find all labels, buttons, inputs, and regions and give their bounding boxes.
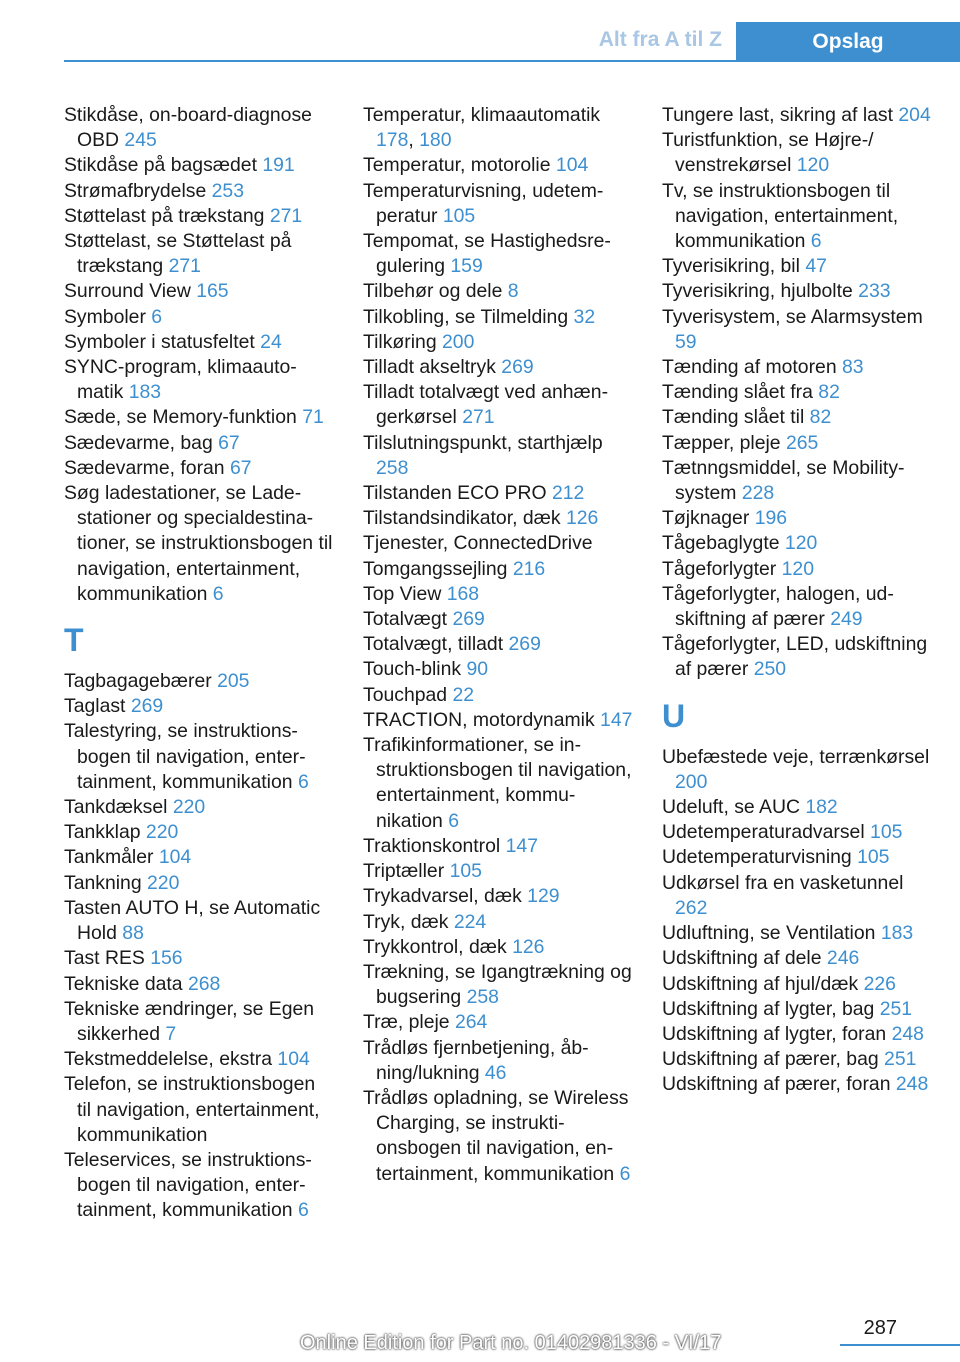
entry-term: Tænding slået til (662, 406, 805, 429)
page-reference-link[interactable]: 269 (508, 633, 541, 656)
index-entry (363, 355, 633, 380)
page-reference-link[interactable]: 224 (453, 910, 487, 933)
index-entry (662, 997, 932, 1022)
page-reference-link[interactable]: 251 (884, 1048, 917, 1071)
entry-term: Tøjknager (662, 507, 750, 530)
page-footer (0, 1300, 960, 1362)
entry-term: Stikdåse på bagsædet (64, 154, 257, 177)
index-entry (64, 103, 334, 153)
page-reference-link[interactable]: 6 (810, 230, 822, 253)
index-entry (363, 279, 633, 304)
index-entry (363, 708, 633, 733)
section-title: Alt fra A til Z (598, 28, 722, 51)
index-entry (64, 204, 334, 229)
page-reference-link[interactable]: 264 (454, 1011, 488, 1034)
index-entry (662, 128, 932, 178)
entry-term: Støttelast på trækstang (64, 204, 265, 227)
index-entry (662, 557, 932, 582)
index-entry (662, 103, 932, 128)
index-entry (363, 431, 633, 481)
letter-heading: U (662, 697, 686, 734)
entry-term: Tænding af motoren (662, 356, 837, 379)
entry-term: Surround View (64, 280, 191, 303)
index-entry (363, 910, 633, 935)
entry-term: Tætnngsmiddel, se Mobility-system (662, 456, 905, 505)
entry-term: Trykkontrol, dæk (363, 935, 507, 958)
index-entry (363, 557, 633, 582)
page-reference-link[interactable]: 258 (466, 986, 499, 1009)
page-reference-link[interactable]: 205 (217, 670, 250, 693)
entry-term: Trådløs opladning, se Wireless Charging, se instruktionsbogen til navigation, entertainment, kommunikation (363, 1086, 629, 1185)
entry-term: Tankmåler (64, 846, 154, 869)
entry-term: SYNC-program, klimaautomatik (64, 356, 297, 404)
index-entry (662, 921, 932, 946)
page-reference-link[interactable]: 105 (857, 846, 890, 869)
index-column-1 (64, 103, 334, 1224)
index-entry (64, 355, 334, 405)
entry-term: Temperaturvisning, udetemperatur (363, 179, 604, 227)
entry-term: Stikdåse, on-board-diagnose OBD (64, 104, 312, 152)
entry-term: Tast RES (64, 947, 145, 970)
page-reference-link[interactable]: 67 (229, 456, 252, 479)
index-entry (662, 745, 932, 795)
index-entry (662, 254, 932, 279)
entry-term: Tilslutningspunkt, starthjælp (363, 431, 603, 454)
index-entry (662, 405, 932, 430)
index-entry (64, 1072, 334, 1148)
page-reference-link[interactable]: 147 (600, 708, 633, 731)
index-entry (662, 506, 932, 531)
index-entry (64, 694, 334, 719)
page-reference-link[interactable]: 105 (442, 204, 476, 227)
entry-term: Sæde, se Memory-funktion (64, 406, 297, 429)
entry-term: Udetemperaturvisning (662, 846, 852, 869)
index-entry (64, 896, 334, 946)
page-reference-link[interactable]: 212 (551, 482, 585, 505)
index-entry (363, 1086, 633, 1187)
entry-term: Tilstandsindikator, dæk (363, 507, 561, 530)
page-reference-link[interactable]: 250 (753, 658, 787, 681)
index-entry (363, 1010, 633, 1035)
entry-term: Tyverisikring, bil (662, 255, 800, 278)
index-entry (363, 330, 633, 355)
index-entry (363, 1036, 633, 1086)
page-reference-link[interactable]: 226 (863, 972, 896, 995)
entry-term: Tv, se instruktionsbogen til navigation, entertainment, kommunikation (662, 179, 899, 253)
index-entry (64, 431, 334, 456)
entry-term: Top View (363, 582, 442, 605)
index-entry (64, 669, 334, 694)
entry-term: Turistfunktion, se Højre-/ venstrekørsel (662, 129, 874, 177)
page-reference-link[interactable]: 269 (452, 608, 485, 631)
page-reference-link[interactable]: 196 (754, 507, 788, 530)
page-reference-link[interactable]: 251 (879, 997, 913, 1020)
page-reference-link[interactable]: 22 (452, 683, 475, 706)
entry-term: Triptæller (363, 860, 445, 883)
entry-term: Talestyring, se instruktionsbogen til navigation, entertainment, kommunikation (64, 720, 306, 793)
page-reference-link[interactable]: 216 (512, 557, 546, 580)
page-reference-link[interactable]: 6 (297, 1199, 309, 1222)
page-reference-link[interactable]: 6 (297, 770, 309, 793)
entry-term: Tekniske data (64, 972, 183, 995)
page-reference-link[interactable]: 271 (168, 255, 201, 278)
entry-term: Tagbagagebærer (64, 670, 212, 693)
page-reference-link[interactable]: 6 (619, 1162, 631, 1185)
page-reference-link[interactable]: 165 (196, 280, 229, 303)
entry-term: Traktionskontrol (363, 834, 501, 857)
page-reference-link[interactable]: 147 (505, 834, 538, 857)
entry-term: TRACTION, motordynamik (363, 708, 595, 731)
index-entry (363, 531, 633, 556)
entry-term: Taglast (64, 695, 126, 718)
index-entry (64, 456, 334, 481)
entry-term: Sædevarme, bag (64, 431, 213, 454)
entry-term: Tyverisystem, se Alarmsystem (662, 305, 923, 328)
entry-term: Tågeforlygter, halogen, udskiftning af pærer (662, 582, 894, 631)
entry-term: Udkørsel fra en vasketunnel (662, 871, 904, 894)
page-reference-link[interactable]: 258 (376, 456, 409, 479)
index-entry (662, 871, 932, 921)
index-entry (64, 305, 334, 330)
entry-term: Udskiftning af lygter, foran (662, 1022, 887, 1045)
index-entry: Temperatur, klimaautomatik 178, 180 (363, 104, 601, 152)
index-entry (64, 153, 334, 178)
page-reference-link[interactable]: 178 (376, 129, 409, 152)
entry-term: Tilkobling, se Tilmelding (363, 305, 569, 328)
index-entry (363, 884, 633, 909)
index-entry (662, 531, 932, 556)
entry-term: Temperatur, motorolie (363, 154, 551, 177)
index-entry (64, 871, 334, 896)
page-reference-link[interactable]: 47 (805, 255, 827, 278)
entry-term: Træ, pleje (363, 1011, 450, 1034)
page-reference-link[interactable]: 183 (880, 922, 914, 945)
entry-term: Tomgangssejling (363, 557, 508, 580)
entry-term: Udskiftning af pærer, bag (662, 1048, 879, 1071)
index-entry (64, 330, 334, 355)
index-entry (363, 607, 633, 632)
page-reference-link[interactable]: 268 (187, 972, 221, 995)
index-entry (64, 719, 334, 795)
entry-term: Udskiftning af lygter, bag (662, 997, 875, 1020)
index-entry (662, 1072, 932, 1097)
index-entry (363, 506, 633, 531)
index-entry (64, 795, 334, 820)
page-reference-link[interactable]: 220 (145, 821, 179, 844)
page-reference-link[interactable]: 32 (573, 305, 596, 328)
page-reference-link[interactable]: 6 (448, 809, 460, 832)
index-entry (64, 997, 334, 1047)
entry-term: Telefon, se instruktionsbogen til navigation, entertainment, kommunikation (64, 1073, 320, 1146)
entry-term: Touch-blink (363, 658, 462, 681)
entry-term: Tasten AUTO H, se Automatic Hold (64, 896, 321, 945)
page-reference-link[interactable]: 220 (172, 796, 206, 819)
index-entry (64, 229, 334, 279)
page-reference-link[interactable]: 200 (675, 770, 708, 793)
entry-term: Tågebaglygte (662, 532, 780, 555)
index-column-2 (363, 103, 633, 1187)
entry-term: Trådløs fjernbetjening, åbning/lukning (363, 1036, 589, 1084)
entry-term: Touchpad (363, 683, 448, 706)
page-reference-link[interactable]: 204 (898, 104, 931, 126)
page-reference-link[interactable]: 156 (150, 947, 183, 970)
page-reference-link[interactable]: 200 (442, 330, 475, 353)
entry-term: Udluftning, se Ventilation (662, 922, 876, 945)
page-reference-link[interactable]: 59 (675, 330, 697, 353)
entry-term: Totalvægt, tilladt (363, 633, 504, 656)
edition-watermark: Online Edition for Part no. 01402981336 - VI/17 (300, 1332, 722, 1354)
index-entry (64, 279, 334, 304)
entry-term: Tekniske ændringer, se Egen sikkerhed (64, 997, 315, 1045)
page-reference-link[interactable]: 126 (512, 935, 545, 958)
page-reference-link[interactable]: 67 (218, 431, 240, 454)
page-reference-link[interactable]: 265 (785, 431, 819, 454)
index-entry (363, 305, 633, 330)
page-reference-link[interactable]: 248 (891, 1022, 924, 1045)
page-reference-link[interactable]: 159 (450, 255, 483, 278)
entry-term: Tyverisikring, hjulbolte (662, 280, 853, 303)
index-entry (662, 305, 932, 355)
entry-term: Tilladt totalvægt ved anhængerkørsel (363, 381, 609, 429)
index-entry (64, 845, 334, 870)
index-entry (662, 380, 932, 405)
index-entry (662, 795, 932, 820)
entry-term: Trafikinformationer, se instruktionsbogen til navigation, entertainment, kommunikation (363, 734, 632, 832)
entry-term: Trækning, se Igangtrækning og bugsering (363, 960, 632, 1009)
page-header (0, 0, 960, 64)
page-reference-link[interactable]: 120 (796, 154, 830, 177)
page-reference-link[interactable]: 191 (262, 154, 295, 177)
entry-term: Symboler i statusfeltet (64, 330, 255, 353)
entry-term: Tilkøring (363, 330, 437, 353)
index-entry (64, 820, 334, 845)
page-reference-link[interactable]: 126 (565, 507, 599, 530)
index-entry (363, 229, 633, 279)
entry-term: Udskiftning af pærer, foran (662, 1073, 891, 1096)
page-reference-link[interactable]: 253 (211, 179, 244, 202)
index-column-3 (662, 103, 932, 1098)
page-reference-link[interactable]: 24 (260, 330, 282, 353)
index-entry (363, 481, 633, 506)
index-entry (662, 355, 932, 380)
index-entry (363, 380, 633, 430)
page-reference-link[interactable]: 46 (484, 1061, 507, 1084)
index-entry (64, 179, 334, 204)
index-entry (662, 582, 932, 632)
entry-term: Strømafbrydelse (64, 179, 207, 202)
entry-term: Udskiftning af hjul/dæk (662, 972, 859, 995)
entry-term: Tankdæksel (64, 796, 168, 819)
page-reference-link[interactable]: 104 (158, 846, 192, 869)
entry-term: Tilladt akseltryk (363, 356, 496, 379)
index-entry (363, 582, 633, 607)
page-reference-link[interactable]: 269 (130, 695, 164, 718)
index-entry (363, 657, 633, 682)
entry-term: Tænding slået fra (662, 381, 813, 404)
entry-term: Tågeforlygter, LED, udskiftning af pærer (662, 633, 928, 681)
index-entry (363, 859, 633, 884)
index-entry (363, 632, 633, 657)
entry-term: Sædevarme, foran (64, 456, 225, 479)
page-reference-link[interactable]: 120 (781, 557, 814, 580)
page-reference-link[interactable]: 233 (858, 280, 891, 303)
entry-term: Tempomat, se Hastighedsregulering (363, 230, 611, 278)
entry-term: Tryk, dæk (363, 910, 449, 933)
entry-term: Tungere last, sikring af last (662, 104, 893, 126)
page-reference-link[interactable]: 245 (124, 129, 157, 152)
entry-term: Udskiftning af dele (662, 947, 822, 970)
index-entry (662, 845, 932, 870)
index-entry (662, 972, 932, 997)
page-reference-link[interactable]: 182 (805, 796, 838, 819)
index-entry (64, 972, 334, 997)
page-number: 287 (863, 1317, 897, 1339)
page-reference-link[interactable]: 183 (128, 381, 162, 404)
page-reference-link[interactable]: 88 (122, 922, 144, 945)
page-reference-link[interactable]: 129 (527, 885, 560, 908)
index-entry (662, 431, 932, 456)
page-reference-link[interactable]: 105 (870, 821, 903, 844)
page-reference-link[interactable]: 71 (302, 406, 324, 429)
page-reference-link[interactable]: 7 (165, 1022, 177, 1045)
entry-term: Tilstanden ECO PRO (363, 482, 547, 505)
entry-term: Søg ladestationer, se Ladestationer og specialdestinationer, se instruktionsbogen til navigation, entertainment, kommunikation (64, 482, 333, 605)
entry-term: Teleservices, se instruktionsbogen til navigation, entertainment, kommunikation (64, 1148, 312, 1222)
page-reference-link[interactable]: 262 (675, 896, 708, 919)
index-entry (64, 1047, 334, 1072)
page-reference-link[interactable]: 271 (462, 406, 495, 429)
page-reference-link[interactable]: 90 (466, 658, 489, 681)
entry-term: Trykadvarsel, dæk (363, 885, 522, 908)
page-reference-link[interactable]: 220 (147, 871, 180, 894)
page-reference-link[interactable]: 82 (809, 406, 832, 429)
index-entry (64, 405, 334, 430)
page-reference-link[interactable]: 83 (842, 356, 864, 379)
index-entry (363, 733, 633, 834)
index-entry (662, 632, 932, 682)
page-reference-link[interactable]: 104 (555, 154, 589, 177)
page-reference-link[interactable]: 228 (741, 482, 775, 505)
index-entry (662, 1022, 932, 1047)
page-reference-link[interactable]: 120 (784, 532, 818, 555)
entry-term: Tågeforlygter (662, 557, 777, 580)
page-reference-link[interactable]: 248 (895, 1073, 929, 1096)
page-reference-link[interactable]: 6 (212, 582, 224, 605)
letter-heading: T (64, 622, 84, 659)
entry-term: Temperatur, klimaautomatik (363, 104, 601, 126)
entry-term: Tjenester, ConnectedDrive (363, 532, 593, 555)
entry-term: Totalvægt (363, 608, 448, 631)
entry-term: Støttelast, se Støttelast på trækstang (64, 230, 292, 278)
entry-term: Symboler (64, 305, 146, 328)
index-entry (363, 153, 633, 178)
index-entry (64, 1148, 334, 1224)
index-entry (363, 960, 633, 1010)
entry-term: Tæpper, pleje (662, 431, 781, 454)
entry-term: Tankning (64, 871, 142, 894)
entry-term: Tilbehør og dele (363, 280, 503, 303)
header-rule (64, 60, 960, 62)
page-reference-link[interactable]: 8 (507, 280, 519, 303)
index-entry (662, 1047, 932, 1072)
page-reference-link[interactable]: 249 (830, 608, 863, 631)
entry-term: Tankklap (64, 821, 141, 844)
index-entry (662, 179, 932, 255)
index-entry (662, 946, 932, 971)
entry-term: Ubefæstede veje, terrænkørsel (662, 745, 930, 768)
page-reference-link[interactable]: 6 (151, 305, 163, 328)
section-tab: Opslag (736, 22, 960, 62)
entry-term: Udetemperaturadvarsel (662, 821, 865, 844)
index-entry (662, 456, 932, 506)
page-reference-link[interactable]: 246 (826, 947, 860, 970)
page-reference-link[interactable]: 180 (419, 129, 452, 152)
page-reference-link[interactable]: 271 (269, 204, 303, 227)
page-reference-link[interactable]: 269 (501, 356, 534, 379)
index-entry (363, 179, 633, 229)
page-reference-link[interactable]: 168 (446, 582, 480, 605)
entry-term: Tekstmeddelelse, ekstra (64, 1048, 273, 1071)
index-entry (363, 935, 633, 960)
index-entry (662, 820, 932, 845)
page-reference-link[interactable]: 104 (277, 1048, 310, 1071)
index-entry (64, 481, 334, 607)
index-entry (363, 834, 633, 859)
page-reference-link[interactable]: 105 (449, 860, 482, 883)
index-entry (662, 279, 932, 304)
index-entry (363, 683, 633, 708)
index-entry (64, 946, 334, 971)
page-reference-link[interactable]: 82 (818, 381, 840, 404)
footer-rule (840, 1344, 960, 1346)
entry-term: Udeluft, se AUC (662, 796, 800, 819)
